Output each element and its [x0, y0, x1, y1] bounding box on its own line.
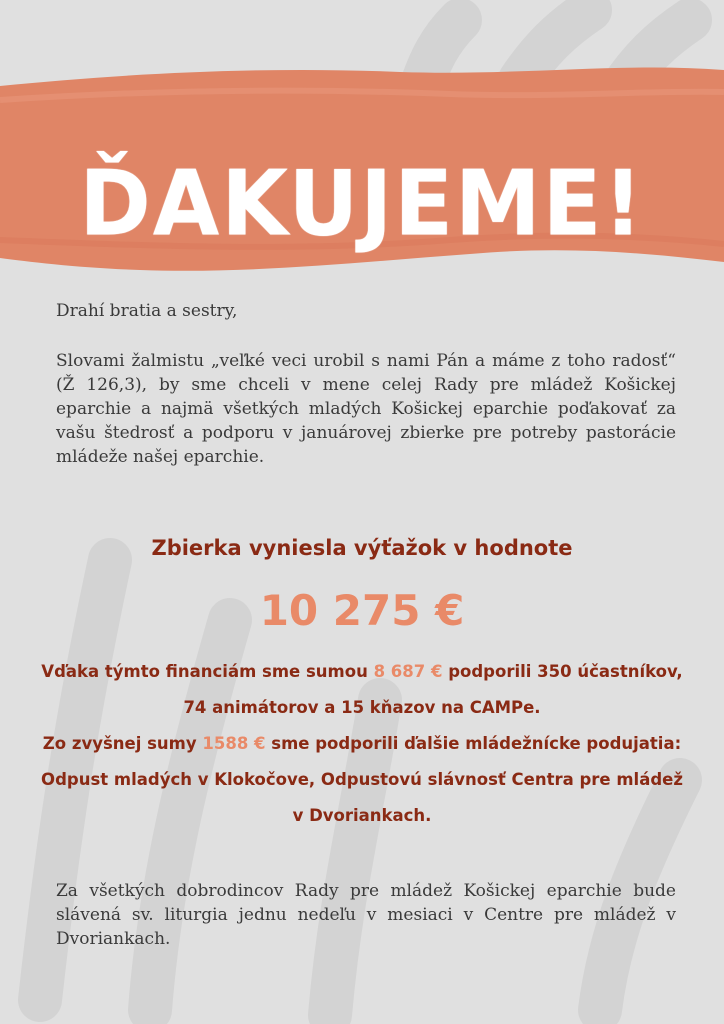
details-line1-after: podporili 350 účastníkov, 74 animátorov a 15 kňazov na CAMPe.: [183, 662, 683, 717]
intro-paragraph: Slovami žalmistu „veľké veci urobil s nami Pán a máme z toho radosť“ (Ž 126,3), by sme chceli v mene celej Rady pre mládež Košickej eparchie a najmä všetkých mladých Košickej eparchie poďakovať za vašu štedrosť a podporu v januárovej zbierke pre potreby pastorácie mládeže našej eparchie.: [56, 351, 676, 467]
collection-details: [40, 654, 684, 834]
details-line2-amount: 1588 €: [202, 734, 266, 753]
greeting: Drahí bratia a sestry,: [56, 301, 238, 321]
details-line1-before: Vďaka týmto financiám sme sumou: [41, 662, 374, 681]
details-line1-amount: 8 687 €: [373, 662, 443, 681]
page-title: ĎAKUJEME!: [79, 151, 645, 257]
collection-amount: 10 275 €: [259, 586, 465, 635]
collection-heading: Zbierka vyniesla výťažok v hodnote: [151, 536, 573, 560]
closing-paragraph: Za všetkých dobrodincov Rady pre mládež Košickej eparchie bude slávená sv. liturgia jednu nedeľu v mesiaci v Centre pre mládež v Dvoriankach.: [56, 881, 676, 949]
details-line2-after: sme podporili ďalšie mládežnícke podujatia: Odpust mladých v Klokočove, Odpustovú slávnosť Centra pre mládež v Dvoriankach.: [41, 734, 683, 825]
details-line2-before: Zo zvyšnej sumy: [42, 734, 203, 753]
